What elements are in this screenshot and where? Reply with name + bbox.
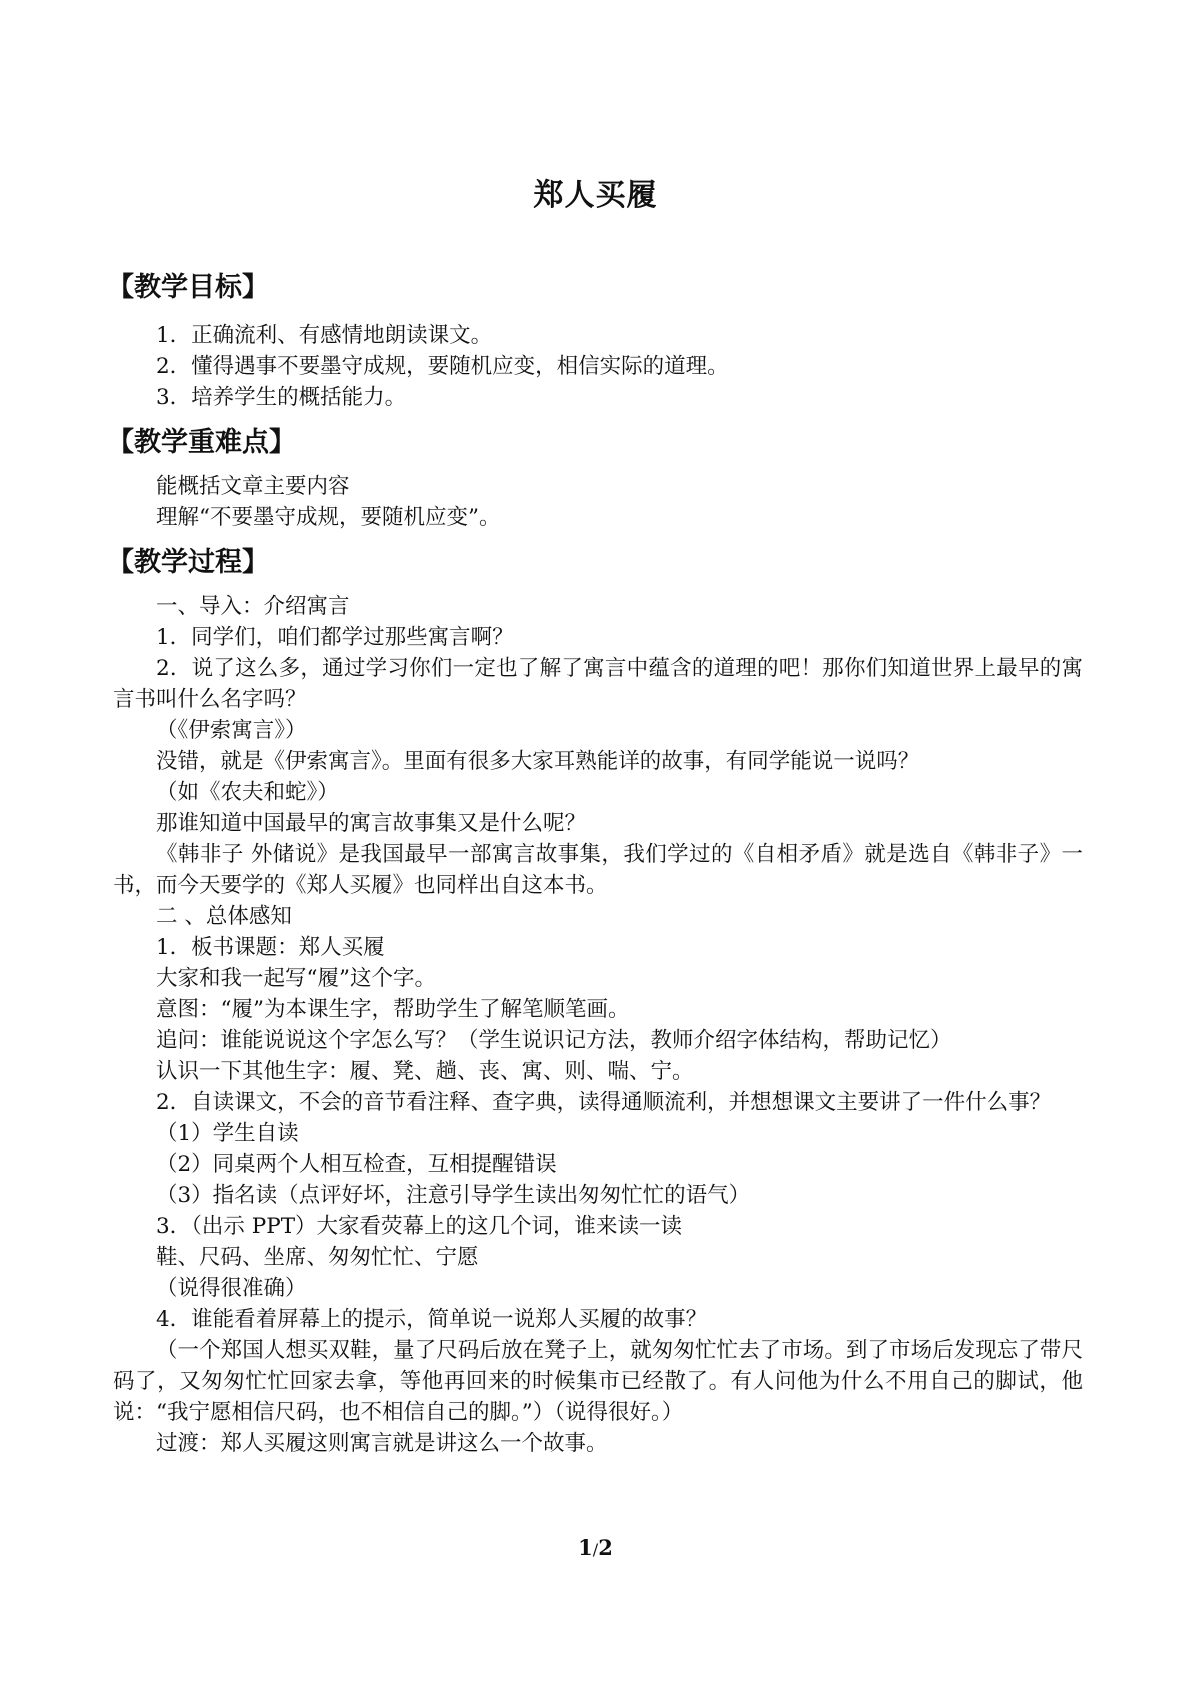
process-paragraph: 1．同学们，咱们都学过那些寓言啊？ (156, 625, 514, 650)
process-paragraph: 2．自读课文，不会的音节看注释、查字典，读得通顺流利，并想想课文主要讲了一件什么事？ (156, 1090, 1052, 1115)
process-paragraph: 2．说了这么多，通过学习你们一定也了解了寓言中蕴含的道理的吧！那你们知道世界上最早的寓言书叫什么名字吗？ (113, 656, 1083, 712)
process-paragraph: （一个郑国人想买双鞋，量了尺码后放在凳子上，就匆匆忙忙去了市场。到了市场后发现忘了带尺码了，又匆匆忙忙回家去拿，等他再回来的时候集市已经散了。有人问他为什么不用自己的脚试，他说：“我宁愿相信尺码，也不相信自己的脚。”）（说得很好。） (113, 1338, 1083, 1425)
process-paragraph: 一、导入：介绍寓言 (156, 594, 350, 619)
section-heading-process: 【教学过程】 (107, 547, 269, 578)
process-paragraph: 鞋、尺码、坐席、匆匆忙忙、宁愿 (156, 1245, 479, 1270)
page-total: 2 (598, 1535, 613, 1560)
process-paragraph: 过渡：郑人买履这则寓言就是讲这么一个故事。 (156, 1431, 608, 1456)
page-current: 1 (578, 1535, 593, 1560)
objective-item: 1．正确流利、有感情地朗读课文。 (156, 323, 493, 348)
process-paragraph: 1．板书课题：郑人买履 (156, 935, 385, 960)
process-list (113, 591, 1083, 1459)
key-points-list (113, 471, 1083, 533)
process-paragraph: 认识一下其他生字：履、凳、趟、丧、寓、则、喘、宁。 (156, 1059, 694, 1084)
document-body (107, 268, 1083, 1459)
process-paragraph: 4．谁能看着屏幕上的提示，简单说一说郑人买履的故事？ (156, 1307, 708, 1332)
process-paragraph: 追问：谁能说说这个字怎么写？（学生说识记方法，教师介绍字体结构，帮助记忆） (156, 1028, 952, 1053)
process-paragraph: （《伊索寓言》） (156, 718, 307, 743)
process-paragraph: 大家和我一起写“履”这个字。 (156, 966, 436, 991)
key-point-item: 能概括文章主要内容 (156, 474, 350, 499)
process-paragraph: （2）同桌两个人相互检查，互相提醒错误 (156, 1152, 557, 1177)
process-paragraph: 《韩非子 外储说》是我国最早一部寓言故事集，我们学过的《自相矛盾》就是选自《韩非子》一书，而今天要学的《郑人买履》也同样出自这本书。 (113, 842, 1083, 898)
process-paragraph: （3）指名读（点评好坏，注意引导学生读出匆匆忙忙的语气） (156, 1183, 751, 1208)
section-heading-objectives: 【教学目标】 (107, 272, 269, 303)
objective-item: 3．培养学生的概括能力。 (156, 385, 407, 410)
process-paragraph: 二 、总体感知 (156, 904, 292, 929)
process-paragraph: 没错，就是《伊索寓言》。里面有很多大家耳熟能详的故事，有同学能说一说吗？ (156, 749, 920, 774)
key-point-item: 理解“不要墨守成规，要随机应变”。 (156, 505, 501, 530)
page-separator: / (592, 1540, 599, 1559)
process-paragraph: （1）学生自读 (156, 1121, 299, 1146)
process-paragraph: 意图：“履”为本课生字，帮助学生了解笔顺笔画。 (156, 997, 630, 1022)
page-title: 郑人买履 (533, 178, 658, 213)
section-heading-key-points: 【教学重难点】 (107, 427, 296, 458)
process-paragraph: （如《农夫和蛇》） (156, 780, 339, 805)
objective-item: 2．懂得遇事不要墨守成规，要随机应变，相信实际的道理。 (156, 354, 729, 379)
process-paragraph: （说得很准确） (156, 1276, 307, 1301)
process-paragraph: 3．（出示 PPT）大家看荧幕上的这几个词，谁来读一读 (156, 1214, 683, 1239)
page-number (0, 1535, 1191, 1560)
process-paragraph: 那谁知道中国最早的寓言故事集又是什么呢？ (156, 811, 587, 836)
objectives-list (113, 320, 1083, 413)
